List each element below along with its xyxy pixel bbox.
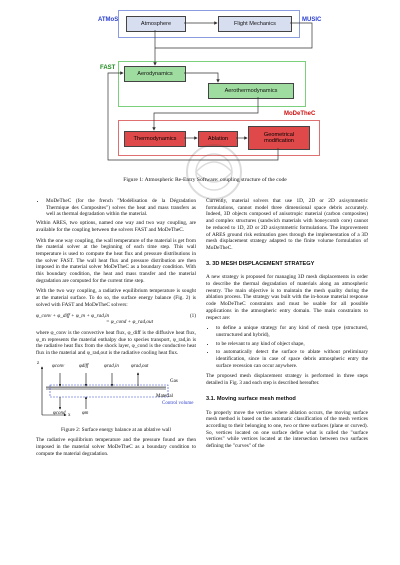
paragraph-material-solvers: Currently, material solvers that use 1D, 2D or 2D axisymmetric formulations, cannot model three dimensional space debris accurately. Indeed, 3D objects composed of anisotropic material (carbon composites) and complex structures (sandwich materials with honeycomb core) cannot be reduced to 1D, 2D or 2D axisymmetric formulations. The improvement of ARES ground risk estimation goes through the implementation of a 3D mesh displacement strategy adapted to the finite volume formulation of MoDeTheC. xyxy=(206,198,368,251)
atmos-label: ATMoS xyxy=(98,17,119,23)
figure-2-diagram xyxy=(36,361,196,427)
fig2-phi-rad-out-label: φrad,out xyxy=(131,363,149,369)
equation-line-2: = φ_cond + φ_rad,out xyxy=(106,319,154,326)
fig2-phi-rad-in-label: φrad,in xyxy=(104,363,119,369)
constraint-item: • to automatically detect the surface to ablate without preliminary identification, since in case of space debris atmospheric entry the surface recession can occur anywhere. xyxy=(216,349,368,369)
modethec-label: MoDeTheC xyxy=(284,111,316,117)
paragraph-two-way-coupling: With the two way coupling, a radiative equilibrium temperature is sought at the material surface. To do so, the surface energy balance (Fig. 2) is solved with FAST and MoDeTheC solvers: xyxy=(36,288,196,308)
left-column xyxy=(36,198,196,462)
figure-1-caption: Figure 1: Atmospheric Re-Entry Software: coupling structure of the code xyxy=(123,177,287,183)
paragraph-coupling-options: Within ARES, two options, named one way and two way coupling, are available for the coupling between the solvers FAST and MoDeTheC. xyxy=(36,220,196,233)
figure-2-caption: Figure 2: Surface energy balance at an ablative wall xyxy=(61,426,171,433)
fig2-x-axis-label: x xyxy=(68,412,71,418)
right-column xyxy=(206,198,368,454)
fig2-z-axis-label: z xyxy=(37,360,40,366)
thermodynamics-box: Thermodynamics xyxy=(124,131,186,147)
watermark-logo-icon xyxy=(184,142,244,202)
paragraph-radiative-equilibrium: The radiative equilibrium temperature and the pressure found are then imposed in the material solver MoDeTheC as a boundary condition to compute the material degradation. xyxy=(36,437,196,457)
constraint-item: • to be relevant to any kind of object shape, xyxy=(216,341,368,348)
equation-1 xyxy=(36,313,196,326)
music-label: MUSIC xyxy=(302,17,322,23)
fig2-gas-label: Gas xyxy=(170,378,178,384)
ablation-box: Ablation xyxy=(198,131,238,147)
geometrical-modification-box: Geometrical modification xyxy=(248,126,310,150)
bullet-modethec: • MoDeTheC (for the french "Modélisation de la Dégradation Thermique des Composites") solves the heat and mass transfers as well as thermal degradation within the material. xyxy=(46,198,196,218)
paragraph-flux-definitions: where φ_conv is the convective heat flux, φ_diff is the diffusive heat flux, φ_m represents the material enthalpy due to species transport, φ_rad,in is the radiative heat flux from the shock layer, φ_cond is the conductive heat flux in the material and φ_rad,out is the radiative cooling heat flux. xyxy=(36,329,196,357)
fast-label: FAST xyxy=(100,65,116,71)
paragraph-one-way-coupling: With the one way coupling, the wall temperature of the material is get from the material solver at the beginning of each time step. This wall temperature is used to compute the heat flux and pressure distributions in the solver FAST. The wall heat flux and pressure distribution are then imposed in the material solver MoDeTheC as a boundary condition. With this boundary condition, the heat and mass transfer and the material degradation are computed for the current time step. xyxy=(36,237,196,284)
equation-number: (1) xyxy=(189,312,196,319)
section-3-heading: 3. 3D MESH DISPLACEMENT STRATEGY xyxy=(206,260,315,267)
fig2-control-volume-label: Control volume xyxy=(162,400,194,406)
aerothermodynamics-box: Aerothermodynamics xyxy=(208,83,294,99)
paragraph-three-steps: The proposed mesh displacement strategy is performed in three steps detailed in Fig. 3 and each step is described hereafter. xyxy=(206,373,368,387)
flight-mechanics-box: Flight Mechanics xyxy=(218,16,292,32)
section-3-1-heading: 3.1. Moving surface mesh method xyxy=(206,395,296,402)
constraints-list xyxy=(206,325,368,369)
fig2-phi-m-label: φm xyxy=(82,410,89,416)
fig2-phi-conv-label: φconv xyxy=(52,363,65,369)
atmosphere-box: Atmosphere xyxy=(126,16,186,32)
paragraph-moving-surface: To properly move the vertices where ablation occurs, the moving surface mesh method is based on the automatic classification of the mesh vertices according to their belonging to one, two or three surfaces (plane or curved). So, vertices located on one surface define what is called the "surface vertices" while vertices located at the intersection between two surfaces defining the "curves" of the xyxy=(206,409,368,450)
paragraph-new-strategy: A new strategy is proposed for managing 3D mesh displacements in order to describe the thermal degradation of materials along an atmospheric reentry. The main objective is to maintain the mesh quality during the ablation process. The strategy was built with the in-house material response code MoDeTheC constraints and must be usable for all possible applications in the atmospheric entry domain. The main constraints to respect are: xyxy=(206,274,368,321)
left-bullet-list xyxy=(36,198,196,218)
equation-line-1: φ_conv + φ_diff + φ_m + φ_rad,in xyxy=(36,312,110,319)
aerodynamics-box: Aerodynamics xyxy=(124,66,186,82)
fig2-phi-diff-label: φdiff xyxy=(79,363,89,369)
fig2-phi-cond-label: φcond xyxy=(53,410,66,416)
constraint-item: • to define a unique strategy for any kind of mesh type (structured, unstructured and hybrid), xyxy=(216,325,368,338)
fig2-material-label: Material xyxy=(156,393,173,399)
